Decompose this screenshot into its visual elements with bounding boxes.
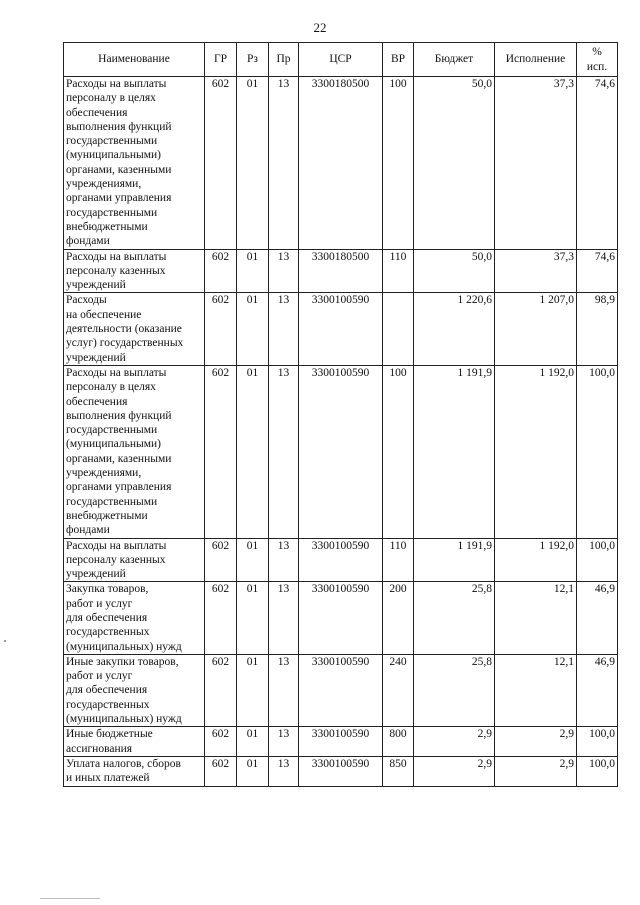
header-percent <box>577 43 618 77</box>
cell-gr: 602 <box>205 538 237 582</box>
cell-csr: 3300100590 <box>299 654 383 726</box>
table-row <box>64 538 618 582</box>
cell-pct: 98,9 <box>577 293 618 365</box>
header-csr: ЦСР <box>299 43 383 77</box>
cell-name-line: государственными <box>66 424 158 437</box>
header-name: Наименование <box>64 43 205 77</box>
cell-name-line: работ и услуг <box>66 670 133 683</box>
cell-execution: 1 192,0 <box>495 365 577 538</box>
cell-pr: 13 <box>269 756 299 786</box>
cell-execution: 2,9 <box>495 756 577 786</box>
cell-name-line: государственных <box>66 626 150 639</box>
cell-name <box>64 293 205 365</box>
cell-name-line: деятельности (оказание <box>66 323 182 336</box>
cell-pct: 46,9 <box>577 582 618 654</box>
cell-name-line: государственных <box>66 698 150 711</box>
cell-budget: 2,9 <box>414 727 495 757</box>
table-header-row <box>64 43 618 77</box>
cell-name-line: органами, казенными <box>66 163 172 176</box>
cell-vr: 100 <box>383 365 414 538</box>
cell-name <box>64 77 205 250</box>
cell-name <box>64 654 205 726</box>
cell-name-line: органами управления <box>66 481 172 494</box>
header-pr: Пр <box>269 43 299 77</box>
cell-gr: 602 <box>205 365 237 538</box>
cell-budget: 50,0 <box>414 77 495 250</box>
cell-name-line: Иные бюджетные <box>66 728 153 741</box>
cell-name-line: обеспечения <box>66 106 128 119</box>
cell-name-line: фондами <box>66 524 110 537</box>
cell-gr: 602 <box>205 249 237 293</box>
table-row <box>64 756 618 786</box>
cell-name <box>64 756 205 786</box>
header-execution: Исполнение <box>495 43 577 77</box>
cell-name-line: ассигнования <box>66 742 133 755</box>
cell-name-line: (муниципальными) <box>66 438 161 451</box>
cell-rz: 01 <box>237 365 269 538</box>
cell-name-line: на обеспечение <box>66 308 142 321</box>
cell-gr: 602 <box>205 727 237 757</box>
cell-rz: 01 <box>237 538 269 582</box>
cell-name-line: Расходы <box>66 294 107 307</box>
cell-rz: 01 <box>237 727 269 757</box>
header-rz: Рз <box>237 43 269 77</box>
cell-budget: 50,0 <box>414 249 495 293</box>
cell-vr: 240 <box>383 654 414 726</box>
cell-name-line: Уплата налогов, сборов <box>66 757 181 770</box>
cell-vr: 800 <box>383 727 414 757</box>
cell-name-line: внебюджетными <box>66 509 148 522</box>
cell-pr: 13 <box>269 582 299 654</box>
cell-pct: 46,9 <box>577 654 618 726</box>
cell-pr: 13 <box>269 249 299 293</box>
cell-rz: 01 <box>237 582 269 654</box>
cell-csr: 3300180500 <box>299 77 383 250</box>
cell-name-line: учреждений <box>66 279 126 292</box>
cell-gr: 602 <box>205 293 237 365</box>
cell-name-line: государственными <box>66 206 158 219</box>
cell-gr: 602 <box>205 756 237 786</box>
cell-name <box>64 538 205 582</box>
cell-pct: 74,6 <box>577 249 618 293</box>
header-percent-symbol: % <box>592 46 602 59</box>
cell-vr: 200 <box>383 582 414 654</box>
cell-vr: 100 <box>383 77 414 250</box>
cell-name-line: Расходы на выплаты <box>66 250 167 263</box>
cell-name-line: Расходы на выплаты <box>66 366 167 379</box>
cell-execution: 12,1 <box>495 654 577 726</box>
cell-rz: 01 <box>237 77 269 250</box>
cell-name <box>64 582 205 654</box>
cell-rz: 01 <box>237 249 269 293</box>
page-number: 22 <box>313 20 327 35</box>
cell-csr: 3300100590 <box>299 727 383 757</box>
cell-name-line: работ и услуг <box>66 597 133 610</box>
cell-name-line: учреждениями, <box>66 467 142 480</box>
cell-budget: 1 191,9 <box>414 538 495 582</box>
scan-mark <box>40 898 100 899</box>
cell-name-line: обеспечения <box>66 395 128 408</box>
cell-rz: 01 <box>237 756 269 786</box>
cell-execution: 37,3 <box>495 249 577 293</box>
cell-pct: 100,0 <box>577 756 618 786</box>
cell-name-line: Закупка товаров, <box>66 583 149 596</box>
cell-pr: 13 <box>269 727 299 757</box>
cell-rz: 01 <box>237 293 269 365</box>
cell-pr: 13 <box>269 365 299 538</box>
table-row <box>64 293 618 365</box>
table-row <box>64 727 618 757</box>
cell-pr: 13 <box>269 538 299 582</box>
cell-vr: 110 <box>383 538 414 582</box>
cell-csr: 3300100590 <box>299 365 383 538</box>
cell-name <box>64 365 205 538</box>
cell-name-line: персоналу казенных <box>66 553 166 566</box>
cell-pct: 74,6 <box>577 77 618 250</box>
cell-name-line: (муниципальных) нужд <box>66 713 182 726</box>
cell-pr: 13 <box>269 293 299 365</box>
cell-name-line: учреждений <box>66 568 126 581</box>
cell-pr: 13 <box>269 654 299 726</box>
cell-csr: 3300100590 <box>299 538 383 582</box>
cell-name-line: Расходы на выплаты <box>66 539 167 552</box>
table-body <box>64 77 618 787</box>
cell-budget: 2,9 <box>414 756 495 786</box>
cell-vr <box>383 293 414 365</box>
cell-name-line: выполнения функций <box>66 120 172 133</box>
cell-pct: 100,0 <box>577 538 618 582</box>
table-row <box>64 582 618 654</box>
cell-name-line: фондами <box>66 235 110 248</box>
cell-name-line: услуг) государственных <box>66 337 184 350</box>
cell-csr: 3300100590 <box>299 756 383 786</box>
cell-name-line: органами управления <box>66 192 172 205</box>
cell-execution: 2,9 <box>495 727 577 757</box>
cell-execution: 1 207,0 <box>495 293 577 365</box>
scan-mark <box>4 640 6 642</box>
cell-rz: 01 <box>237 654 269 726</box>
cell-name-line: и иных платежей <box>66 772 150 785</box>
cell-pr: 13 <box>269 77 299 250</box>
cell-name-line: персоналу в целях <box>66 92 156 105</box>
cell-name-line: учреждениями, <box>66 178 142 191</box>
cell-csr: 3300100590 <box>299 582 383 654</box>
cell-execution: 1 192,0 <box>495 538 577 582</box>
cell-name-line: внебюджетными <box>66 220 148 233</box>
cell-name-line: персоналу в целях <box>66 381 156 394</box>
cell-name-line: учреждений <box>66 351 126 364</box>
cell-name-line: персоналу казенных <box>66 264 166 277</box>
cell-pct: 100,0 <box>577 727 618 757</box>
cell-budget: 25,8 <box>414 654 495 726</box>
table-row <box>64 654 618 726</box>
cell-name-line: (муниципальных) нужд <box>66 640 182 653</box>
cell-csr: 3300180500 <box>299 249 383 293</box>
cell-name-line: органами, казенными <box>66 452 172 465</box>
header-budget: Бюджет <box>414 43 495 77</box>
cell-vr: 110 <box>383 249 414 293</box>
table-row <box>64 365 618 538</box>
cell-gr: 602 <box>205 77 237 250</box>
cell-budget: 25,8 <box>414 582 495 654</box>
cell-name-line: государственными <box>66 135 158 148</box>
cell-name-line: для обеспечения <box>66 611 148 624</box>
table-row <box>64 77 618 250</box>
cell-name <box>64 249 205 293</box>
cell-budget: 1 191,9 <box>414 365 495 538</box>
table-row <box>64 249 618 293</box>
cell-name-line: выполнения функций <box>66 409 172 422</box>
cell-gr: 602 <box>205 582 237 654</box>
cell-name-line: (муниципальными) <box>66 149 161 162</box>
cell-budget: 1 220,6 <box>414 293 495 365</box>
cell-name-line: государственными <box>66 495 158 508</box>
cell-name <box>64 727 205 757</box>
header-gr: ГР <box>205 43 237 77</box>
cell-gr: 602 <box>205 654 237 726</box>
cell-pct: 100,0 <box>577 365 618 538</box>
cell-execution: 37,3 <box>495 77 577 250</box>
cell-name-line: Иные закупки товаров, <box>66 655 179 668</box>
cell-vr: 850 <box>383 756 414 786</box>
cell-csr: 3300100590 <box>299 293 383 365</box>
cell-execution: 12,1 <box>495 582 577 654</box>
header-vr: ВР <box>383 43 414 77</box>
cell-name-line: Расходы на выплаты <box>66 78 167 90</box>
cell-name-line: для обеспечения <box>66 684 148 697</box>
header-percent-label: исп. <box>586 60 608 73</box>
budget-execution-table <box>63 42 618 787</box>
